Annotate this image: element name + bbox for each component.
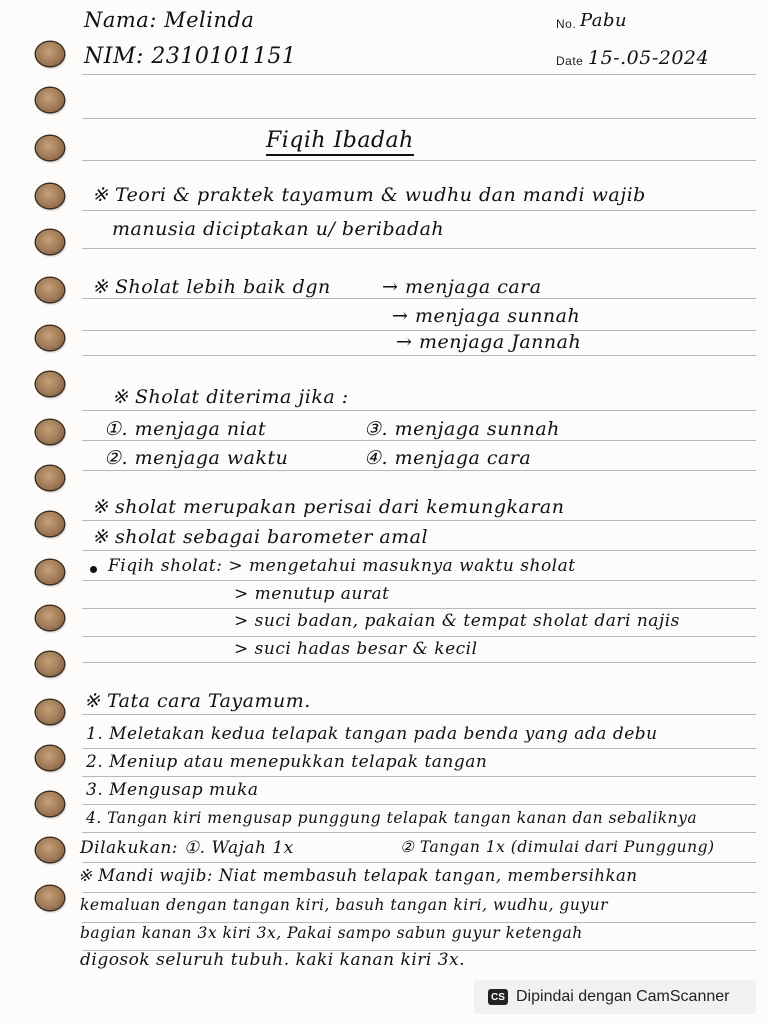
binder-hole (36, 838, 64, 862)
camscanner-text: Dipindai dengan CamScanner (516, 988, 730, 1005)
note-line: → menjaga cara (382, 276, 542, 298)
note-line: manusia diciptakan u/ beribadah (112, 218, 445, 240)
note-line: ※ sholat merupakan perisai dari kemungkaran (92, 496, 565, 518)
note-line: ② Tangan 1x (dimulai dari Punggung) (400, 838, 715, 856)
note-line: > suci hadas besar & kecil (234, 639, 478, 659)
note-line: ③. menjaga sunnah (364, 418, 560, 440)
binder-hole (36, 746, 64, 770)
binder-hole (36, 700, 64, 724)
binder-hole (36, 420, 64, 444)
note-line: ※ Sholat lebih baik dgn (92, 276, 331, 298)
note-line: ※ Tata cara Tayamum. (84, 690, 311, 712)
camscanner-watermark (474, 980, 756, 1014)
binder-hole (36, 136, 64, 160)
date-value: 15-.05-2024 (588, 47, 710, 69)
binder-hole (36, 88, 64, 112)
note-line: Fiqih sholat: > mengetahui masuknya waktu sholat (108, 556, 576, 576)
bullet-dot (90, 566, 97, 573)
binder-hole (36, 184, 64, 208)
binder-hole (36, 606, 64, 630)
note-line: → menjaga Jannah (396, 331, 582, 353)
binder-hole (36, 886, 64, 910)
binder-hole (36, 792, 64, 816)
note-line: → menjaga sunnah (392, 305, 581, 327)
note-line: 3. Mengusap muka (86, 780, 259, 800)
binder-hole (36, 372, 64, 396)
camscanner-logo-icon: CS (488, 989, 508, 1005)
binder-hole (36, 278, 64, 302)
note-line: 1. Meletakan kedua telapak tangan pada benda yang ada debu (86, 724, 658, 744)
binder-hole (36, 466, 64, 490)
note-line: Dilakukan: ①. Wajah 1x (80, 838, 294, 858)
binder-hole (36, 326, 64, 350)
binder-hole (36, 652, 64, 676)
name-line: Nama: Melinda (84, 8, 255, 32)
note-line: ②. menjaga waktu (104, 447, 289, 469)
binder-hole (36, 512, 64, 536)
note-line: ①. menjaga niat (104, 418, 267, 440)
nim-line: NIM: 2310101151 (84, 44, 297, 69)
note-line: > suci badan, pakaian & tempat sholat dari najis (234, 611, 680, 631)
no-label: No. (556, 17, 577, 31)
note-line: bagian kanan 3x kiri 3x, Pakai sampo sabun guyur ketengah (80, 924, 583, 942)
note-line: ※ Sholat diterima jika : (112, 386, 349, 408)
no-value: Pabu (580, 10, 628, 31)
note-line: ④. menjaga cara (364, 447, 532, 469)
note-line: ※ sholat sebagai barometer amal (92, 526, 429, 548)
note-line: ※ Mandi wajib: Niat membasuh telapak tangan, membersihkan (78, 866, 638, 885)
date-label: Date (556, 54, 584, 68)
note-line: > menutup aurat (234, 584, 390, 604)
binder-hole (36, 560, 64, 584)
note-line: 4. Tangan kiri mengusap punggung telapak tangan kanan dan sebaliknya (86, 809, 698, 827)
binder-hole (36, 230, 64, 254)
note-line: kemaluan dengan tangan kiri, basuh tangan kiri, wudhu, guyur (80, 896, 608, 914)
binder-hole (36, 42, 64, 66)
note-line: ※ Teori & praktek tayamum & wudhu dan mandi wajib (92, 184, 646, 206)
page-title: Fiqih Ibadah (266, 128, 414, 156)
note-line: 2. Meniup atau menepukkan telapak tangan (86, 752, 488, 772)
note-line: digosok seluruh tubuh. kaki kanan kiri 3x. (80, 950, 466, 970)
